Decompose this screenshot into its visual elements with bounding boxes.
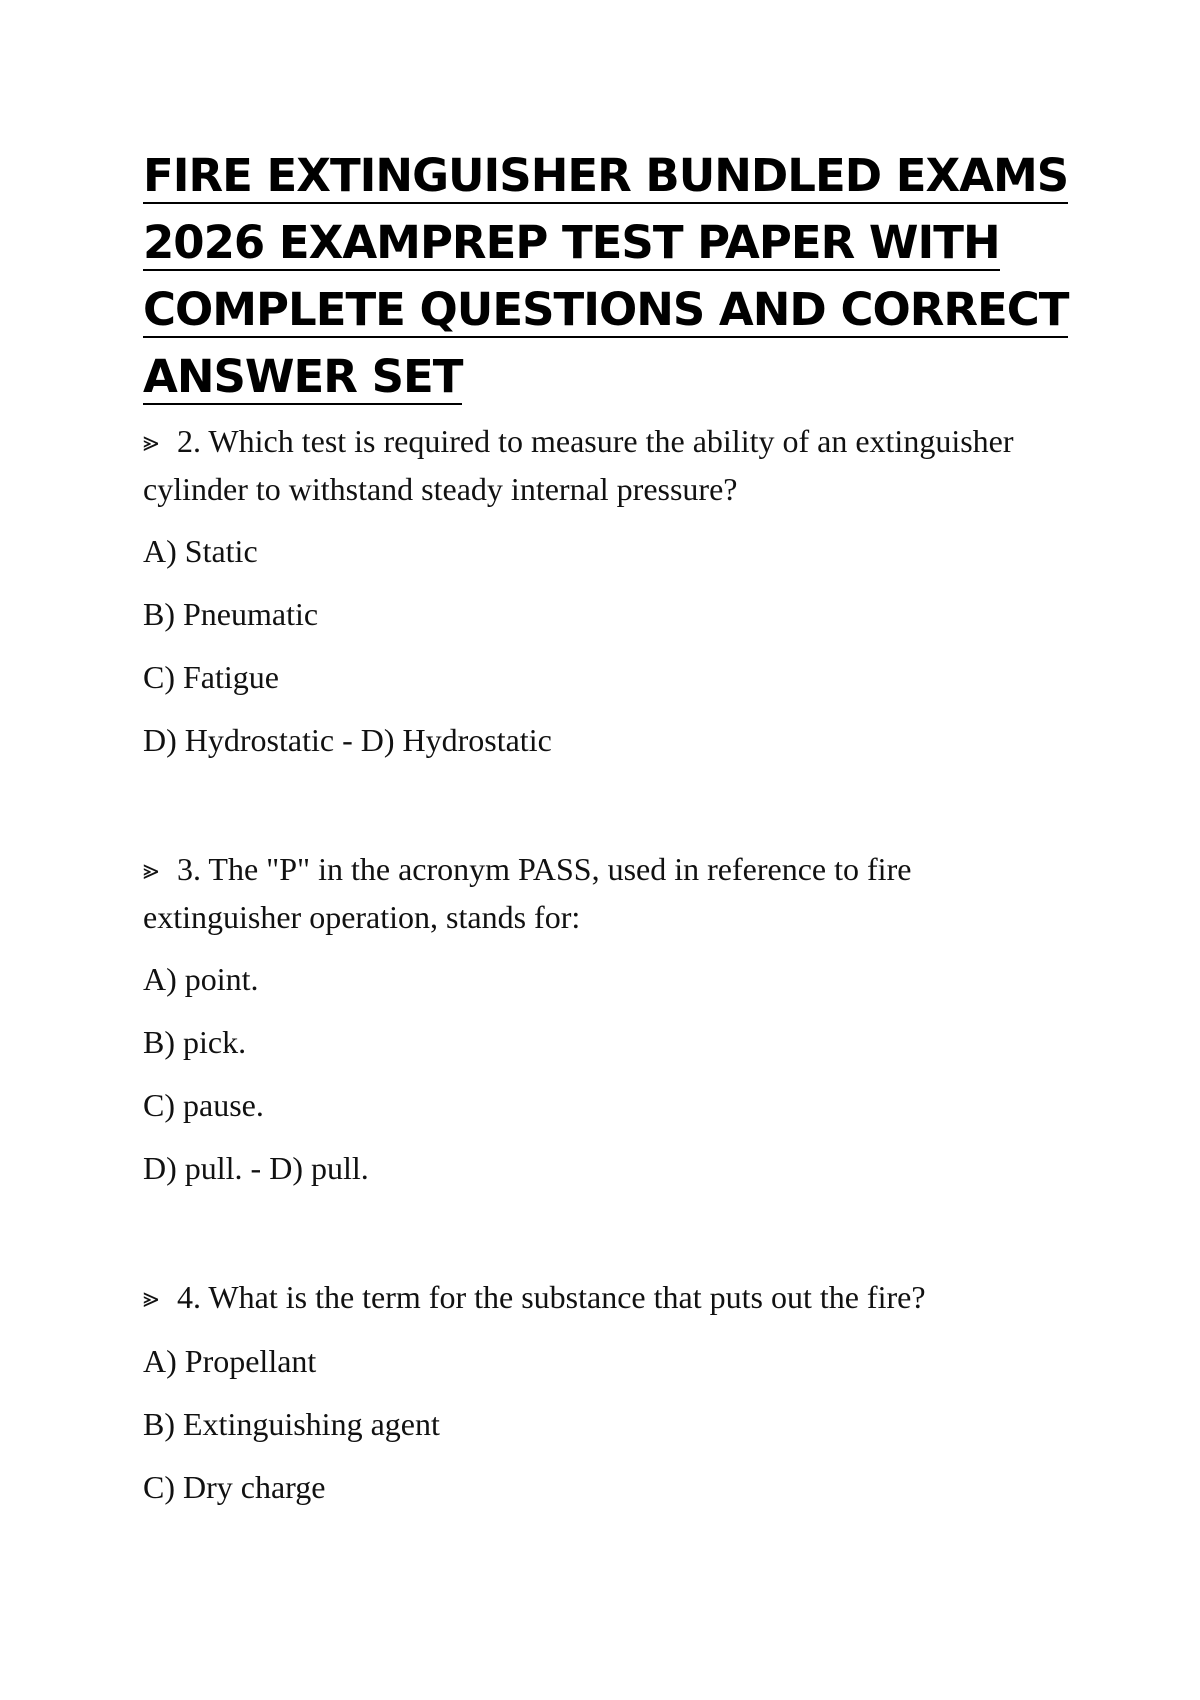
answer-option: C) pause. (143, 1087, 264, 1123)
title-line: COMPLETE QUESTIONS AND CORRECT (143, 283, 1069, 336)
title-line: 2026 EXAMPREP TEST PAPER WITH (143, 216, 1000, 269)
title-line: FIRE EXTINGUISHER BUNDLED EXAMS (143, 149, 1069, 202)
question-text (143, 418, 1063, 512)
question-label: 2. Which test is required to measure the ability of an extinguisher cylinder to withstand steady internal pressure? (143, 423, 1014, 507)
title-line: ANSWER SET (143, 350, 463, 403)
answer-option: B) Extinguishing agent (143, 1406, 440, 1442)
answer-option: C) Dry charge (143, 1469, 326, 1505)
arrow-bullet-icon: ⪢ (143, 1283, 159, 1314)
question-block (143, 1274, 1063, 1510)
answer-option: D) pull. - D) pull. (143, 1150, 369, 1186)
answer-option: A) point. (143, 961, 259, 997)
answer-option: C) Fatigue (143, 659, 279, 695)
answer-option: A) Propellant (143, 1343, 317, 1379)
spacer (143, 780, 1063, 846)
spacer (143, 1208, 1063, 1274)
document-title (143, 149, 1069, 405)
answer-option: D) Hydrostatic - D) Hydrostatic (143, 722, 552, 758)
question-block (143, 418, 1063, 763)
answer-option: A) Static (143, 533, 258, 569)
document-page (143, 149, 1069, 1527)
arrow-bullet-icon: ⪢ (143, 855, 159, 886)
answer-option: B) pick. (143, 1024, 247, 1060)
arrow-bullet-icon: ⪢ (143, 427, 159, 458)
answer-option: B) Pneumatic (143, 596, 319, 632)
question-label: 4. What is the term for the substance that puts out the fire? (177, 1279, 926, 1315)
question-text (143, 846, 1063, 940)
question-block (143, 846, 1063, 1191)
question-label: 3. The "P" in the acronym PASS, used in reference to fire extinguisher operation, stands for: (143, 851, 912, 935)
question-text (143, 1274, 1063, 1322)
